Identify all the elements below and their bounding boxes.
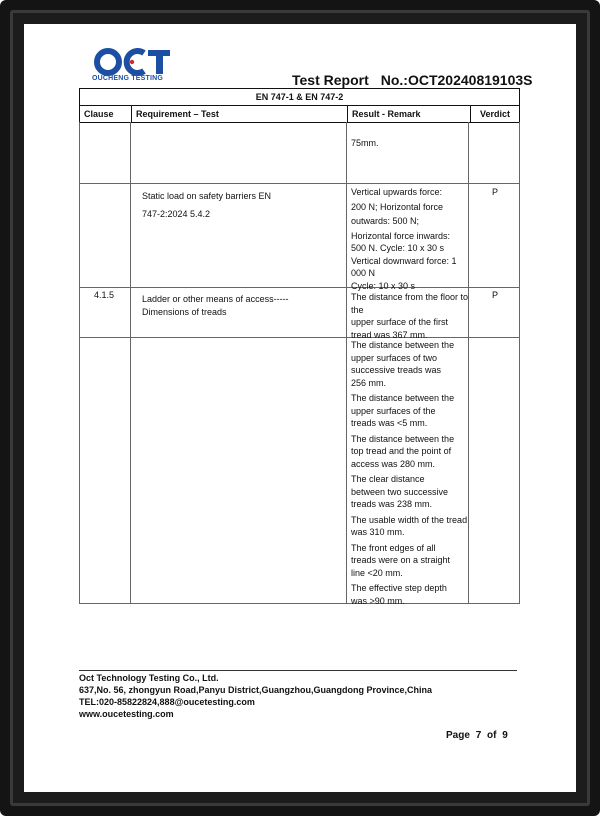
grid-line — [468, 122, 469, 604]
result-line: Horizontal force inwards: — [351, 230, 451, 241]
row1-requirement — [142, 187, 271, 223]
result-line: treads were on a straight — [351, 555, 451, 565]
grid-line — [519, 122, 520, 604]
result-line: The distance from the floor to — [351, 292, 469, 302]
result-line: outwards: 500 N; — [351, 216, 420, 226]
result-line: upper surface of the first — [351, 317, 449, 327]
page-current: 7 — [475, 730, 482, 741]
row0-result — [351, 137, 379, 150]
footer-divider — [79, 670, 517, 671]
footer-company: Oct Technology Testing Co., Ltd. — [79, 673, 219, 683]
requirement-line: Static load on safety barriers EN — [142, 191, 272, 201]
grid-line — [79, 183, 520, 184]
row2-verdict: P — [492, 290, 499, 300]
page-total: 9 — [502, 730, 508, 741]
oct-logo — [94, 48, 174, 76]
result-line: treads was 238 mm. — [351, 499, 433, 509]
footer-web: www.oucetesting.com — [79, 709, 174, 719]
page-of-label: of — [487, 730, 497, 741]
row3-result — [351, 339, 467, 607]
result-line: The distance between the — [351, 433, 455, 444]
result-line: line <20 mm. — [351, 567, 403, 578]
row1-verdict: P — [492, 187, 499, 197]
page-label: Page — [446, 730, 470, 741]
requirement-line: Dimensions of treads — [142, 306, 227, 317]
result-line: upper surfaces of two — [351, 352, 438, 363]
result-line: 75mm. — [351, 138, 379, 148]
result-line: was >90 mm. — [351, 595, 405, 606]
report-title — [292, 72, 533, 88]
col-result-header: Result - Remark — [348, 106, 471, 123]
result-line: The usable width of the tread — [351, 514, 468, 525]
result-line: top tread and the point of — [351, 446, 452, 456]
report-title-text: Test Report — [292, 72, 369, 88]
result-line: the — [351, 304, 364, 315]
row2-requirement — [142, 293, 289, 318]
standard-title: EN 747-1 & EN 747-2 — [80, 89, 520, 106]
footer — [79, 672, 432, 720]
footer-tel: TEL:020-85822824,888@oucetesting.com — [79, 697, 255, 707]
row1-result — [351, 186, 457, 292]
requirement-line: 747-2:2024 5.4.2 — [142, 209, 211, 219]
report-header-table — [79, 88, 520, 123]
footer-address: 637,No. 56, zhongyun Road,Panyu District,Guangzhou,Guangdong Province,China — [79, 685, 433, 695]
result-line: access was 280 mm. — [351, 458, 436, 469]
col-clause-header: Clause — [80, 106, 132, 123]
page-number — [446, 730, 508, 741]
requirement-line: Ladder or other means of access----- — [142, 294, 289, 304]
row2-result — [351, 291, 468, 341]
result-line: 000 N — [351, 268, 376, 278]
col-requirement-header: Requirement – Test — [132, 106, 348, 123]
result-line: 256 mm. — [351, 377, 387, 388]
result-line: Vertical upwards force: — [351, 187, 443, 197]
result-line: treads was <5 mm. — [351, 418, 428, 428]
column-header-row — [80, 106, 520, 123]
result-line: The clear distance — [351, 474, 425, 484]
result-line: between two successive — [351, 486, 449, 497]
result-line: Vertical downward force: 1 — [351, 255, 457, 266]
row2-clause: 4.1.5 — [94, 290, 115, 300]
report-number: No.:OCT20240819103S — [380, 72, 533, 88]
grid-line — [346, 122, 347, 604]
result-line: successive treads was — [351, 365, 442, 375]
grid-line — [79, 122, 80, 604]
result-line: The effective step depth — [351, 583, 447, 593]
result-line: The front edges of all — [351, 542, 436, 553]
result-line: tread was 367 mm. — [351, 329, 428, 340]
standard-row — [80, 89, 520, 106]
col-verdict-header: Verdict — [471, 106, 520, 123]
result-line: 200 N; Horizontal force — [351, 201, 444, 212]
result-line: 500 N. Cycle: 10 x 30 s — [351, 243, 445, 253]
logo-subtitle: OUCHENG TESTING — [92, 75, 164, 82]
result-line: The distance between the — [351, 393, 455, 403]
result-line: The distance between the — [351, 340, 455, 350]
result-line: upper surfaces of the — [351, 405, 436, 416]
grid-line — [130, 122, 131, 604]
result-line: was 310 mm. — [351, 527, 405, 537]
result-line: Cycle: 10 x 30 s — [351, 280, 416, 291]
